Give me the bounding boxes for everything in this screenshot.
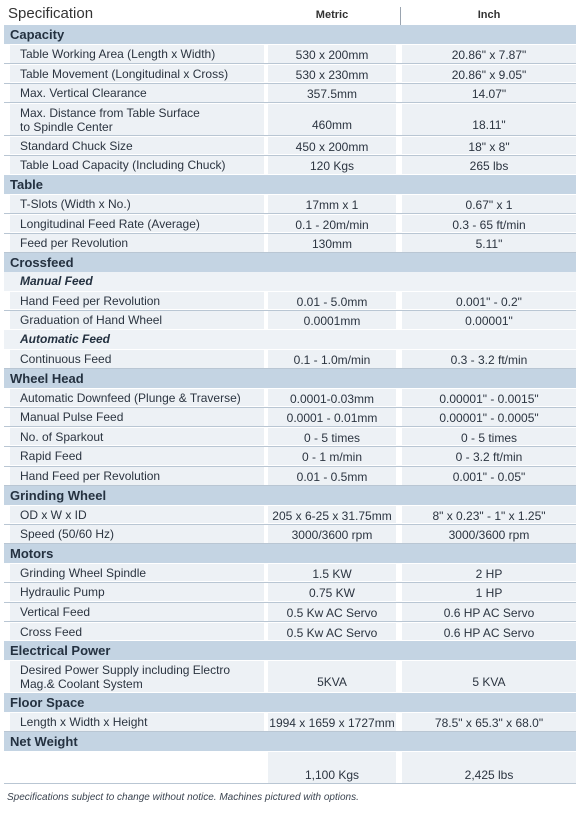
metric-value-cell <box>268 84 396 102</box>
table-row <box>4 524 576 544</box>
table-row <box>4 660 576 693</box>
inch-value: 0 - 3.2 ft/min <box>455 450 523 465</box>
row-label-line: Rapid Feed <box>20 449 83 464</box>
section-label: Wheel Head <box>10 370 84 386</box>
inch-value: 2 HP <box>475 566 503 581</box>
metric-value: 450 x 200mm <box>295 139 369 154</box>
row-label-line: to Spindle Center <box>20 119 113 134</box>
metric-value-cell <box>268 292 396 310</box>
row-label <box>20 236 264 250</box>
inch-value-cell <box>402 447 576 465</box>
inch-value-cell <box>402 311 576 329</box>
row-label <box>20 469 264 483</box>
metric-value-cell <box>268 234 396 252</box>
inch-value: 20.86" x 7.87" <box>451 48 527 62</box>
metric-value: 0 - 1 m/min <box>301 450 362 465</box>
metric-value-cell <box>268 65 396 83</box>
row-label <box>20 566 264 580</box>
table-row <box>4 83 576 103</box>
inch-value: 1 HP <box>475 586 503 601</box>
inch-value-cell <box>402 467 576 485</box>
table-row <box>4 155 576 175</box>
inch-value-cell <box>402 525 576 543</box>
row-label-line: Grinding Wheel Spindle <box>20 565 147 580</box>
metric-value-cell <box>268 752 396 783</box>
metric-value-cell <box>268 408 396 426</box>
inch-value-cell <box>402 234 576 252</box>
section-label: Electrical Power <box>10 643 111 659</box>
inch-value-cell <box>402 752 576 783</box>
inch-value: 0 - 5 times <box>460 430 517 445</box>
inch-value: 0.00001" <box>465 314 513 329</box>
row-label-line: Continuous Feed <box>20 352 112 366</box>
inch-value-cell <box>402 506 576 524</box>
inch-value: 20.86" x 9.05" <box>451 67 527 82</box>
table-row <box>4 136 576 156</box>
metric-value-cell <box>268 195 396 213</box>
row-label <box>20 605 264 619</box>
inch-value-cell <box>402 84 576 102</box>
metric-value: 130mm <box>311 237 352 252</box>
metric-value: 0.0001 - 0.01mm <box>286 411 378 426</box>
inch-value-cell <box>402 623 576 641</box>
inch-value-cell <box>402 428 576 446</box>
inch-value: 3000/3600 rpm <box>448 528 530 543</box>
row-label <box>20 663 264 691</box>
table-row <box>4 602 576 622</box>
row-label-line: Hand Feed per Revolution <box>20 469 161 483</box>
metric-value-cell <box>268 467 396 485</box>
row-label-line: Table Working Area (Length x Width) <box>20 47 216 61</box>
inch-value-cell <box>402 215 576 233</box>
metric-value-cell <box>268 713 396 731</box>
table-row <box>4 622 576 642</box>
row-label <box>20 217 264 231</box>
inch-value-cell <box>402 156 576 174</box>
metric-value: 0.0001-0.03mm <box>289 391 375 406</box>
table-row <box>4 388 576 408</box>
table-row <box>4 466 576 486</box>
section-heading <box>4 25 576 44</box>
header-inch: Inch <box>477 9 501 21</box>
metric-value: 0.75 KW <box>308 586 356 601</box>
row-label-line: Mag.& Coolant System <box>20 677 143 692</box>
row-label-line: T-Slots (Width x No.) <box>20 197 131 211</box>
inch-value-cell <box>402 45 576 63</box>
section-heading <box>4 544 576 563</box>
row-label <box>20 106 264 134</box>
inch-value-cell <box>402 408 576 426</box>
row-label-line: Cross Feed <box>20 624 83 639</box>
subsection-label: Automatic Feed <box>20 332 111 346</box>
row-label <box>20 625 264 639</box>
row-label <box>20 47 264 61</box>
table-row <box>4 310 576 330</box>
table-row <box>4 582 576 602</box>
metric-value-cell <box>268 447 396 465</box>
row-label-line: Automatic Downfeed (Plunge & Traverse) <box>20 390 241 405</box>
row-label <box>20 585 264 599</box>
metric-value-cell <box>268 525 396 543</box>
metric-value-cell <box>268 603 396 621</box>
row-divider <box>4 783 576 784</box>
row-label <box>20 391 264 405</box>
section-heading <box>4 693 576 712</box>
table-row <box>4 505 576 525</box>
metric-value: 0 - 5 times <box>303 430 360 445</box>
row-label-line: Max. Distance from Table Surface <box>20 105 200 120</box>
metric-value: 460mm <box>311 117 352 132</box>
row-label-line: Desired Power Supply including Electro <box>20 663 231 678</box>
row-label <box>20 313 264 327</box>
section-heading <box>4 641 576 660</box>
row-label-line: Hydraulic Pump <box>20 585 105 600</box>
section-label: Table <box>10 177 43 192</box>
inch-value-cell <box>402 583 576 601</box>
metric-value-cell <box>268 428 396 446</box>
metric-value: 0.1 - 20m/min <box>295 217 369 232</box>
table-row <box>4 349 576 369</box>
inch-value-cell <box>402 350 576 368</box>
section-heading <box>4 486 576 505</box>
metric-value: 530 x 230mm <box>295 67 369 82</box>
row-label <box>20 527 264 541</box>
row-label <box>20 715 264 729</box>
table-row <box>4 407 576 427</box>
header-title: Specification <box>8 5 94 22</box>
metric-value: 0.01 - 5.0mm <box>296 294 368 309</box>
inch-value-cell <box>402 292 576 310</box>
metric-value-cell <box>268 583 396 601</box>
metric-value: 120 Kgs <box>309 159 355 174</box>
row-label <box>20 158 264 172</box>
table-row <box>4 103 576 136</box>
section-label: Crossfeed <box>10 254 74 270</box>
row-label-line: OD x W x ID <box>20 507 87 522</box>
metric-value-cell <box>268 104 396 135</box>
table-row <box>4 291 576 311</box>
metric-value: 1,100 Kgs <box>304 767 360 782</box>
section-heading <box>4 253 576 272</box>
row-label-line: Vertical Feed <box>20 605 91 619</box>
inch-value: 0.001" - 0.05" <box>452 470 526 484</box>
row-label <box>20 197 264 211</box>
inch-value: 0.001" - 0.2" <box>456 294 522 309</box>
row-label <box>20 430 264 444</box>
metric-value: 530 x 200mm <box>295 48 369 62</box>
row-label-line: Manual Pulse Feed <box>20 410 124 425</box>
metric-value: 1.5 KW <box>312 566 352 581</box>
section-label: Motors <box>10 545 54 561</box>
row-label-line: Graduation of Hand Wheel <box>20 313 163 328</box>
row-label <box>20 508 264 522</box>
table-row <box>4 214 576 234</box>
table-row <box>4 427 576 447</box>
section-label: Capacity <box>10 27 65 42</box>
subsection-heading <box>4 330 576 349</box>
inch-value-cell <box>402 603 576 621</box>
header-metric: Metric <box>315 9 349 21</box>
metric-value-cell <box>268 661 396 692</box>
metric-value: 0.0001mm <box>303 314 361 329</box>
metric-value: 205 x 6-25 x 31.75mm <box>272 508 392 523</box>
inch-value: 0.6 HP AC Servo <box>443 606 535 620</box>
row-label-line: Standard Chuck Size <box>20 138 133 153</box>
row-label-line: No. of Sparkout <box>20 429 104 444</box>
metric-value: 0.01 - 0.5mm <box>296 470 368 484</box>
inch-value-cell <box>402 713 576 731</box>
table-row <box>4 64 576 84</box>
subsection-heading <box>4 272 576 291</box>
metric-value: 0.1 - 1.0m/min <box>293 353 371 367</box>
row-label-line: Table Movement (Longitudinal x Cross) <box>20 66 229 81</box>
row-label-line: Length x Width x Height <box>20 715 148 730</box>
metric-value: 5KVA <box>317 675 347 690</box>
metric-value-cell <box>268 45 396 63</box>
metric-value-cell <box>268 137 396 155</box>
subsection-label: Manual Feed <box>20 273 93 288</box>
section-heading <box>4 369 576 388</box>
row-label <box>20 449 264 463</box>
section-heading <box>4 732 576 751</box>
table-row <box>4 563 576 583</box>
row-label <box>20 67 264 81</box>
row-label <box>20 352 264 366</box>
inch-value: 2,425 lbs <box>464 767 514 782</box>
row-label-line: Feed per Revolution <box>20 236 129 251</box>
table-row <box>4 233 576 253</box>
inch-value-cell <box>402 104 576 135</box>
section-heading <box>4 175 576 194</box>
section-label: Floor Space <box>10 695 85 711</box>
metric-value-cell <box>268 215 396 233</box>
header-divider <box>400 7 401 25</box>
row-label-line: Max. Vertical Clearance <box>20 86 147 101</box>
metric-value-cell <box>268 311 396 329</box>
inch-value: 0.6 HP AC Servo <box>443 625 535 640</box>
inch-value: 18.11" <box>472 117 506 132</box>
row-label <box>20 410 264 424</box>
row-label-line: Table Load Capacity (Including Chuck) <box>20 158 226 173</box>
row-label <box>20 294 264 308</box>
inch-value: 0.3 - 3.2 ft/min <box>450 353 528 367</box>
metric-value-cell <box>268 389 396 407</box>
inch-value: 78.5" x 65.3" x 68.0" <box>434 716 544 731</box>
table-row <box>4 194 576 214</box>
row-label <box>20 86 264 100</box>
metric-value-cell <box>268 623 396 641</box>
table-row <box>4 44 576 64</box>
section-label: Grinding Wheel <box>10 487 107 503</box>
inch-value-cell <box>402 137 576 155</box>
inch-value-cell <box>402 195 576 213</box>
metric-value-cell <box>268 156 396 174</box>
section-label: Net Weight <box>10 733 78 749</box>
inch-value: 18" x 8" <box>468 139 510 154</box>
table-row <box>4 446 576 466</box>
table-row <box>4 712 576 732</box>
metric-value: 357.5mm <box>306 87 358 102</box>
metric-value-cell <box>268 350 396 368</box>
metric-value: 3000/3600 rpm <box>291 528 373 543</box>
inch-value-cell <box>402 389 576 407</box>
inch-value: 0.00001" - 0.0015" <box>439 391 539 406</box>
metric-value: 17mm x 1 <box>305 198 359 212</box>
row-label <box>20 139 264 153</box>
inch-value-cell <box>402 564 576 582</box>
row-label-line: Speed (50/60 Hz) <box>20 527 115 542</box>
footnote: Specifications subject to change without notice. Machines pictured with options. <box>7 792 359 803</box>
inch-value: 8" x 0.23" - 1" x 1.25" <box>432 508 546 523</box>
metric-value: 0.5 Kw AC Servo <box>286 606 378 620</box>
row-label-line: Longitudinal Feed Rate (Average) <box>20 216 200 231</box>
metric-value: 1994 x 1659 x 1727mm <box>269 716 395 731</box>
inch-value-cell <box>402 65 576 83</box>
row-label-line: Hand Feed per Revolution <box>20 293 161 308</box>
inch-value: 0.67" x 1 <box>465 198 513 212</box>
inch-value-cell <box>402 661 576 692</box>
inch-value: 14.07" <box>471 87 507 102</box>
metric-value-cell <box>268 564 396 582</box>
inch-value: 265 lbs <box>469 159 509 174</box>
metric-value-cell <box>268 506 396 524</box>
metric-value: 0.5 Kw AC Servo <box>286 625 378 640</box>
inch-value: 5.11" <box>475 237 503 252</box>
table-header <box>4 4 576 24</box>
inch-value: 0.00001" - 0.0005" <box>439 411 539 426</box>
table-row <box>4 751 576 784</box>
inch-value: 0.3 - 65 ft/min <box>452 217 526 232</box>
inch-value: 5 KVA <box>472 675 506 690</box>
